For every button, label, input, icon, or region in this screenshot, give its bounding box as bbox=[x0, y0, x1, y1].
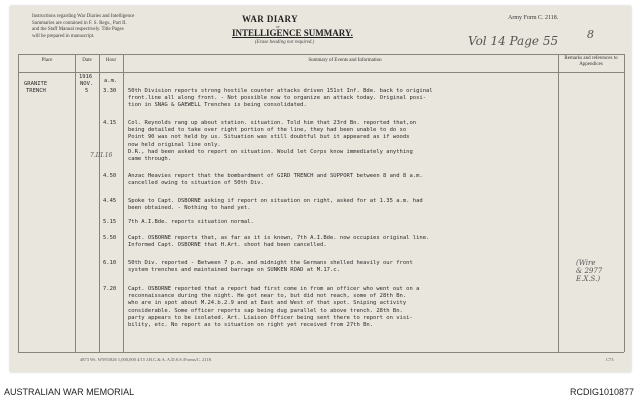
column-rule bbox=[123, 54, 124, 352]
handwritten-margin-note: 7.III.16 bbox=[90, 152, 113, 159]
column-header-summary: Summary of Events and Information bbox=[308, 58, 382, 63]
caption-id: RCDIG1010877 bbox=[569, 387, 634, 397]
entry-line: front.line all along front. - Not possible now to organize an attack today. Original posi- bbox=[128, 95, 427, 102]
instructions-line: Instructions regarding War Diaries and Intelligence bbox=[32, 14, 135, 19]
entry-hour: 6.10 bbox=[103, 260, 117, 266]
date-month: NOV. bbox=[80, 81, 94, 87]
entry-hour: 4.45 bbox=[103, 198, 117, 204]
entry-line: bility, etc. No report as to situation on right yet received from 27th Bn. bbox=[128, 322, 374, 328]
entry-line: considerable. Some officer reports sap being dug parallel to above trench. 28th Bn. bbox=[128, 307, 403, 314]
form-or: or bbox=[276, 24, 281, 29]
entry-hour: 4.50 bbox=[103, 173, 117, 179]
handwritten-number: 8 bbox=[587, 28, 594, 41]
caption-archive: AUSTRALIAN WAR MEMORIAL bbox=[4, 387, 135, 397]
column-rule bbox=[18, 54, 19, 352]
entry-line: being detailed to take over right portion of the line, they had been unable to do so bbox=[128, 127, 407, 134]
entry-line: cancelled owing to situation of 50th Div. bbox=[128, 180, 264, 187]
entry-line: Spoke to Capt. OSBORNE asking if report on situation on right, asked for at 1.35 a.m. had bbox=[128, 198, 423, 204]
column-header-remarks: Remarks and references to Appendices bbox=[564, 56, 618, 67]
entry-line: been obtained. - Nothing to hand yet. bbox=[128, 205, 251, 212]
entry-line: Capt. OSBORNE reported that a report had first come in from an officer who went out on a bbox=[128, 286, 420, 292]
entry-hour: 5.15 bbox=[103, 219, 117, 225]
column-header-hour: Hour bbox=[105, 58, 117, 63]
instructions-line: will be prepared in manuscript. bbox=[32, 33, 95, 39]
column-rule bbox=[558, 54, 559, 352]
entry-hour: 3.30 bbox=[103, 88, 117, 94]
instructions-line: and the Staff Manual respectively. Title Pages bbox=[32, 27, 124, 32]
entry-hour: 4.15 bbox=[103, 120, 117, 126]
column-rule bbox=[75, 54, 76, 352]
entry-line: system trenches and maintained barrage on SUNKEN ROAD at M.17.c. bbox=[128, 267, 340, 274]
column-header-place: Place bbox=[41, 58, 53, 63]
remarks-note-1: (Wire bbox=[576, 259, 596, 267]
entry-line: Point 90 was not held by us. Situation was still doubtful but it appeared as if woods bbox=[128, 134, 410, 141]
entry-line: who are in spot about M.24.b.2.9 and at East and West of that spot. Sniping activity bbox=[128, 300, 407, 307]
instructions-line: Summaries are contained in F. S. Regs., Part II. bbox=[32, 20, 127, 26]
entry-line: Col. Reynolds rang up about station. situation. Told him that 23rd Bn. reported that,on bbox=[128, 120, 417, 126]
remarks-note-2: & 2977 bbox=[576, 267, 603, 275]
header-bottom-rule bbox=[18, 72, 624, 73]
entry-line: Informed Capt. OSBORNE that H.Art. shoot had been cancelled. bbox=[128, 242, 327, 249]
entry-line: party appears to be isolated. Art. Liaison Officer being sent there to report on visi- bbox=[128, 314, 413, 321]
form-subtitle: INTELLIGENCE SUMMARY. bbox=[232, 28, 353, 38]
entry-line: came through. bbox=[128, 156, 172, 162]
place-line-2: TRENCH bbox=[26, 88, 46, 94]
entry-line: 50th Division reports strong hostile counter attacks driven 151st Inf. Bde. back to original bbox=[128, 88, 433, 94]
instructions-text bbox=[32, 14, 202, 40]
column-rule bbox=[624, 54, 625, 352]
entry-line: reconnaissance during the night. He got near to, but did not reach, some of 28th Bn. bbox=[128, 293, 407, 300]
form-title: WAR DIARY bbox=[242, 14, 299, 24]
entry-line: Capt. OSBORNE reports that, as far as it is known, 7th A.I.Bde. now occupies original line. bbox=[128, 235, 430, 241]
date-year: 1916 bbox=[79, 74, 93, 80]
entry-line: D.R., had been asked to report on situation. Would let Corps know immediately anything bbox=[128, 148, 413, 155]
diary-page bbox=[10, 6, 631, 372]
remarks-note-3: E.X.S.) bbox=[576, 275, 601, 283]
column-header-date: Date bbox=[82, 58, 92, 63]
entry-line: tion in SNAG & GAEWELL Trenches is being consolidated. bbox=[128, 102, 307, 109]
entry-line: Anzac Heavies report that the bombardment of GIRD TRENCH and SUPPORT between 8 and 8 a.m. bbox=[128, 173, 423, 179]
handwritten-reference: Vol 14 Page 55 bbox=[468, 34, 559, 48]
table-bottom-rule bbox=[18, 352, 624, 353]
place-line-1: GRANITE bbox=[24, 81, 48, 87]
date-day: 5 bbox=[85, 88, 89, 94]
entry-line: 50th Div. reported - Between 7 p.m. and midnight the Germans shelled heavily our front bbox=[128, 260, 413, 266]
table-top-rule bbox=[18, 54, 624, 55]
entry-hour: 7.20 bbox=[103, 286, 117, 292]
entry-line: 7th A.I.Bde. reports situation normal. bbox=[128, 219, 254, 225]
form-footer: 4873 Wt. W593/826 1,000,000 4/15 J.B.C.& A. A.D.S.S./Forms/C. 2118. bbox=[80, 357, 213, 362]
hour-ampm: a.m. bbox=[104, 78, 118, 84]
form-footer-code: C73 bbox=[606, 357, 614, 362]
form-note: (Erase heading not required.) bbox=[255, 40, 315, 45]
entry-hour: 5.50 bbox=[103, 235, 117, 241]
entry-line: now held original line only. bbox=[128, 141, 221, 148]
form-number: Army Form C. 2118. bbox=[508, 15, 559, 21]
column-rule bbox=[99, 54, 100, 352]
